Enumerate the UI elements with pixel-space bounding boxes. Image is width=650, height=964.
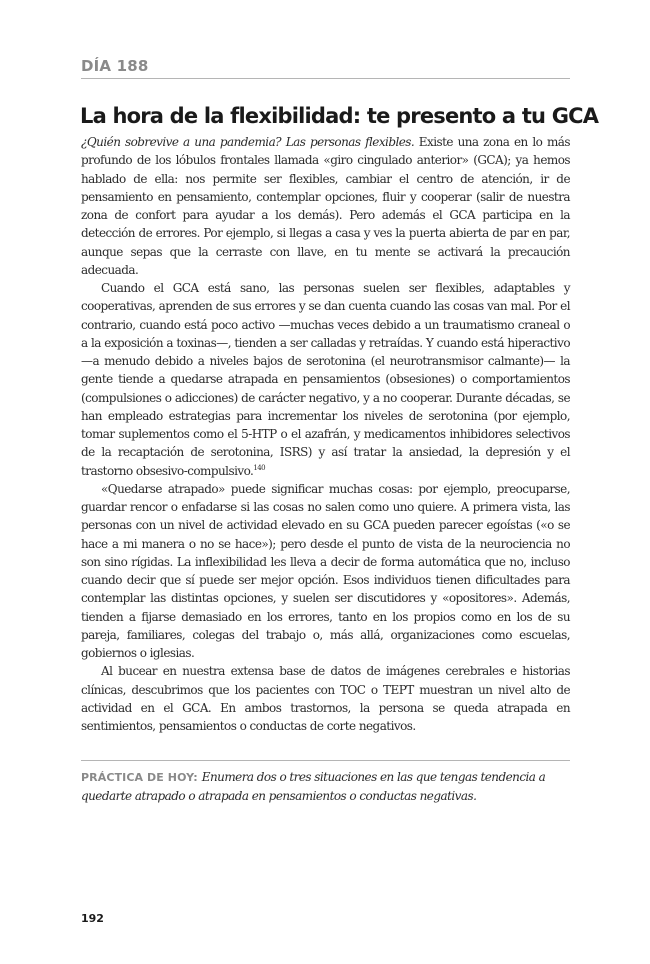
page-title: La hora de la flexibilidad: te presento a tu GCA [80,104,599,129]
paragraph-2-text: Cuando el GCA está sano, las personas suelen ser flexibles, adaptables y cooperativas, aprenden de sus errores y se dan cuenta cuando las cosas van mal. Por el contrario, cuando está poco activo —muchas veces debido a un traumatismo craneal o a la exposición a toxinas—, tienden a ser calladas y retraídas. Y cuando está hiperactivo —a menudo debido a niveles bajos de serotonina (el neurotransmisor calmante)— la gente tiende a quedarse atrapada en pensamientos (obsesiones) o comportamientos (compulsiones o adicciones) de carácter negativo, y a no cooperar. Durante décadas, se han empleado estrategias para incrementar los niveles de serotonina (por ejemplo, tomar suplementos como el 5-HTP o el azafrán, y medicamentos inhibidores selectivos de la recaptación de serotonina, ISRS) y así tratar la ansiedad, la depresión y el trastorno obsesivo-compulsivo. [81,281,570,478]
page-number: 192 [81,912,104,925]
body-text [81,133,570,735]
lead-question: ¿Quién sobrevive a una pandemia? Las personas flexibles. [81,135,415,149]
practice-text: Enumera dos o tres situaciones en las que tengas tendencia a quedarte atrapado o atrapada en pensamientos o conductas negativas. [81,770,546,803]
footnote-marker: 140 [253,463,266,472]
practice-divider [81,760,570,761]
day-label: DÍA 188 [81,57,149,75]
paragraph-4-text: Al bucear en nuestra extensa base de datos de imágenes cerebrales e historias clínicas, descubrimos que los pacientes con TOC o TEPT muestran un nivel alto de actividad en el GCA. En ambos trastornos, la persona se queda atrapada en sentimientos, pensamientos o conductas de corte negativos. [81,664,570,733]
practice-label: PRÁCTICA DE HOY: [81,771,198,784]
paragraph-2 [81,279,570,480]
day-divider [81,78,570,79]
paragraph-3 [81,480,570,663]
paragraph-1-text: Existe una zona en lo más profundo de los lóbulos frontales llamada «giro cingulado anterior» (GCA); ya hemos hablado de ella: nos permite ser flexibles, cambiar el centro de atención, ir de pensamiento en pensamiento, contemplar opciones, fluir y cooperar (salir de nuestra zona de confort para ayudar a los demás). Pero además el GCA participa en la detección de errores. Por ejemplo, si llegas a casa y ves la puerta abierta de par en par, aunque sepas que la cerraste con llave, en tu mente se activará la precaución adecuada. [81,135,570,277]
paragraph-4 [81,662,570,735]
paragraph-1 [81,133,570,279]
daily-practice [81,768,570,805]
paragraph-3-text: «Quedarse atrapado» puede significar muchas cosas: por ejemplo, preocuparse, guardar rencor o enfadarse si las cosas no salen como uno quiere. A primera vista, las personas con un nivel de actividad elevado en su GCA pueden parecer egoístas («o se hace a mi manera o no se hace»); pero desde el punto de vista de la neurociencia no son sino rígidas. La inflexibilidad les lleva a decir de forma automática que no, incluso cuando decir que sí puede ser mejor opción. Esos individuos tienen dificultades para contemplar las distintas opciones, y suelen ser discutidores y «opositores». Además, tienden a fijarse demasiado en los errores, tanto en los propios como en los de su pareja, familiares, colegas del trabajo o, más allá, organizaciones como escuelas, gobiernos o iglesias. [81,481,570,660]
